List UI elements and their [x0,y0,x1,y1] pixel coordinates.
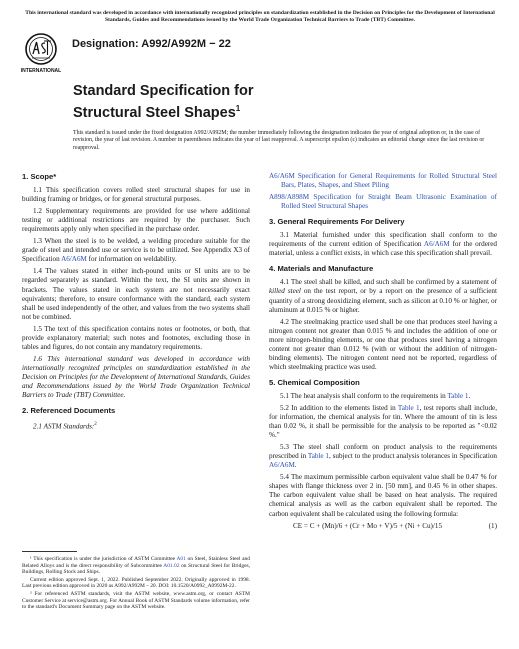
para-5-1-text: 5.1 The heat analysis shall conform to the requirements in [280,391,448,400]
footnote-mark-2[interactable]: 2 [94,422,97,428]
para-4-1-tail: on the test report, or by a report on the presence of a sufficient quantity of a strong deoxidizing element, such as silicon at 0.10 % or higher, or aluminum at 0.015 % or higher. [269,287,497,314]
para-4-2: 4.2 The steelmaking practice used shall be one that produces steel having a nitrogen content not greater than 0.015 % and includes the addition of one or more nitrogen-binding elements, or one that produces steel having a nitrogen content not greater than 0.012 % (with or without the addition of nitrogen-binding elements). The nitrogen content need not be reported, regardless of which steelmaking practice was used. [269,317,497,371]
title-line-1: Standard Specification for [73,83,254,99]
para-2-1 [22,420,250,431]
title-footnote-mark[interactable]: 1 [235,104,241,113]
ref-a898-title[interactable]: Specification for Straight Beam Ultrasonic Examination of Rolled Steel Structural Shapes [281,193,497,211]
para-4-1-text: 4.1 The steel shall be killed, and such shall be confirmed by a statement of [280,278,497,287]
referenced-docs-heading: 2. Referenced Documents [22,406,116,416]
logo-text: INTERNATIONAL [20,68,62,74]
table-1-link[interactable]: Table 1 [447,391,469,400]
table-1-link[interactable]: Table 1 [307,452,330,461]
para-5-3-text: 5.3 The steel shall conform on product analysis to the requirements prescribed in [269,443,497,461]
para-5-2 [269,404,497,440]
astm-logo [20,33,62,75]
ref-a6-title[interactable]: Specification for General Requirements for Rolled Structural Steel Bars, Plates, Shapes, and Sheet Piling [281,172,497,190]
title-text: Structural Steel Shapes [73,104,236,121]
para-3-1-text: 3.1 Material furnished under this specification shall conform to the requirements of the current edition of Specification [269,231,497,249]
footnote-1-edition: Current edition approved Sept. 1, 2022. Published September 2022. Originally approved in 1998. Last previous edition approved in 2020 as A992/A992M – 20. DOI: 10.1520/A0992_A0992M-22. [22,576,250,590]
para-1-3-text: 1.3 When the steel is to be welded, a welding procedure suitable for the grade of steel and intended use or service is to be utilized. See Appendix X3 of Specification [22,237,250,264]
para-5-2-text: 5.2 In addition to the elements listed in [280,403,398,412]
left-column [22,172,250,435]
para-3-1-tail: for the ordered material, unless a conflict exists, in which case this specification shall prevail. [269,240,497,258]
footnote-1-text-2: on Steel, Stainless Steel and Related Alloys and is the direct responsibility of Subcommittee [22,556,250,569]
ref-a898 [269,193,497,211]
ref-a898-link[interactable]: A898/A898M [269,193,310,202]
para-5-2-tail: , test reports shall include, for information, the chemical analysis for tin. Where the amount of tin is less than 0.02 %, it shall be permissible for the analysis to be reported as "<0.02 %." [269,403,497,440]
standard-issuance-note: This standard is issued under the fixed designation A992/A992M; the number immediately following the designation indicates the year of original adoption or, in the case of revision, the year of last revision. A number in parentheses indicates the year of last reapproval. A superscript epsilon (ε) indicates an editorial change since the last revision or reapproval. [73,130,485,151]
general-requirements-heading: 3. General Requirements For Delivery [269,217,405,227]
footnote-2: ² For referenced ASTM standards, visit the ASTM website, www.astm.org, or contact ASTM Customer Service at service@astm.org. For Annual Book of ASTM Standards volume information, refer to the standard's Document Summary page on the ASTM website. [22,590,250,611]
committee-link[interactable]: A01 [176,556,186,562]
tbt-notice: This international standard was developed in accordance with internationally recognized principles on standardization established in the Decision on Principles for the Development of International Standards, Guides and Recommendations issued by the World Trade Organization Technical Barriers to Trade (TBT) Committee. [25,10,495,23]
para-1-4: 1.4 The values stated in either inch-pound units or SI units are to be regarded separately as standard. Within the text, the SI units are shown in brackets. The values stated in each system are not necessarily exact equivalents; therefore, to ensure conformance with the standard, each system shall be used independently of the other, and values from the two systems shall not be combined. [22,267,250,321]
spec-link-a6[interactable]: A6/A6M [61,255,87,264]
formula-text: CE = C + (Mn)/6 + (Cr + Mo + V)/5 + (Ni + Cu)/15 [293,521,443,530]
title-line-2 [73,100,253,122]
killed-steel-term: killed steel [269,287,301,296]
equation-number: (1) [488,521,497,530]
spec-link-a6[interactable]: A6/A6M [269,461,295,470]
para-5-3-tail: . [294,461,297,470]
footnote-1-text: ¹ This specification is under the jurisdiction of ASTM Committee [30,556,177,562]
para-5-3 [269,443,497,470]
para-5-4: 5.4 The maximum permissible carbon equivalent value shall be 0.47 % for shapes with flange thickness over 2 in. [50 mm], and 0.45 % in other shapes. The carbon equivalent value shall be based on heat analysis. The required chemical analysis as well as the carbon equivalent shall be reported. The carbon equivalent shall be calculated using the following formula: [269,473,497,518]
footnote-divider [22,551,77,552]
para-1-2: 1.2 Supplementary requirements are provided for use where additional testing or additional restrictions are required by the purchaser. Such requirements apply only when specified in the purchase order. [22,207,250,234]
para-1-3 [22,237,250,264]
right-column [269,172,497,531]
footnote-1-text-3: on Structural Steel for Bridges, Buildings, Rolling Stock and Ships. [22,562,250,576]
para-5-1-tail: . [468,391,471,400]
para-1-1: 1.1 This specification covers rolled steel structural shapes for use in building framing or bridges, or for general structural purposes. [22,186,250,204]
para-1-5: 1.5 The text of this specification contains notes or footnotes, or both, that provide explanatory material; such notes and footnotes, excluding those in tables and figures, do not contain any mandatory requirements. [22,324,250,351]
para-4-1 [269,278,497,314]
ref-a6-link[interactable]: A6/A6M [269,172,295,180]
scope-heading: 1. Scope* [22,172,57,181]
subcommittee-link[interactable]: A01.02 [163,562,180,569]
carbon-equivalent-formula [269,522,497,531]
designation: Designation: A992/A992M − 22 [72,38,231,50]
para-2-1-text: 2.1 ASTM Standards: [33,422,95,431]
footnotes [22,556,250,612]
para-5-3-text-2: , subject to the product analysis tolerances in Specification [329,452,497,461]
chemical-composition-heading: 5. Chemical Composition [269,377,360,387]
table-1-link[interactable]: Table 1 [397,403,420,412]
ref-a6 [269,172,497,190]
para-3-1 [269,231,497,258]
para-1-3-tail: for information on weldability. [86,255,177,264]
spec-link-a6[interactable]: A6/A6M [423,240,450,249]
materials-heading: 4. Materials and Manufacture [269,264,374,274]
para-1-6: 1.6 This international standard was developed in accordance with internationally recognized principles on standardization established in the Decision on Principles for the Development of International Standards, Guides and Recommendations issued by the World Trade Organization Technical Barriers to Trade (TBT) Committee. [22,354,250,400]
footnote-1 [22,556,250,576]
para-5-1 [269,392,497,401]
page-title [73,83,253,122]
